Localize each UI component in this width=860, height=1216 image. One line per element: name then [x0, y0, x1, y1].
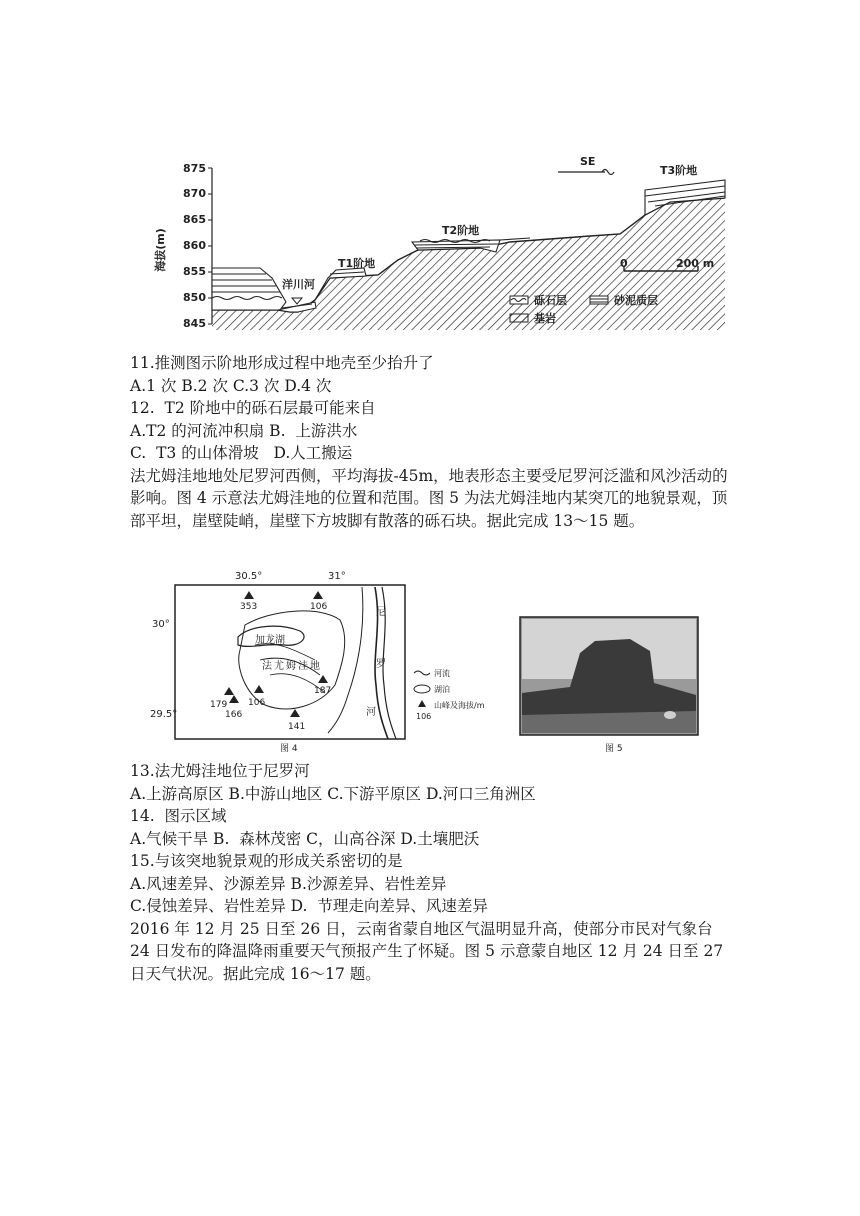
- question-line: 12. T2 阶地中的砾石层最可能来自: [130, 399, 376, 417]
- scale-zero: 0: [620, 257, 628, 270]
- lake-label: 加龙湖: [255, 635, 285, 646]
- nile-char: 尼: [376, 607, 386, 618]
- nile-char: 河: [366, 707, 376, 718]
- gravel-swatch: [510, 296, 528, 304]
- terrace-profile-figure: [150, 150, 730, 340]
- figure5-caption: 图 5: [605, 744, 623, 754]
- lat-label: 29.5°: [150, 709, 178, 720]
- question-line: A.1 次 B.2 次 C.3 次 D.4 次: [130, 376, 332, 395]
- question-line: A.风速差异、沙源差异 B.沙源差异、岩性差异: [130, 874, 447, 893]
- question-line: 13.法尤姆洼地位于尼罗河: [130, 762, 310, 780]
- peak-legend-icon: [418, 700, 426, 707]
- ytick: 860: [183, 239, 206, 252]
- question-line: A.气候干旱 B. 森林茂密 C，山高谷深 D.土壤肥沃: [130, 829, 480, 848]
- question-line: 11.推测图示阶地形成过程中地壳至少抬升了: [130, 354, 434, 372]
- scale-distance: 200 m: [676, 257, 715, 270]
- left-terrace-deposit: [212, 268, 286, 310]
- place-char: 洼: [298, 661, 308, 672]
- peak-value: 106: [310, 602, 328, 612]
- landform-photo: [520, 617, 698, 735]
- t2-label: T2阶地: [442, 224, 480, 237]
- place-char: 法: [262, 661, 272, 672]
- water-level-icon: [292, 298, 302, 304]
- legend-gravel: 砾石层: [534, 294, 567, 307]
- passage-faiyum: 法尤姆洼地地处尼罗河西侧，平均海拔-45m，地表形态主要受尼罗河泛滥和风沙活动的影响。图 4 示意法尤姆洼地的位置和范围。图 5 为法尤姆洼地内某突兀的地貌景观，顶部平坦，崖壁陡峭，崖壁下方坡脚有散落的砾石块。据此完成 13～15 题。: [130, 466, 728, 530]
- peak-value: 166: [225, 710, 243, 720]
- y-axis-title: 海拔(m): [154, 228, 167, 272]
- lon-label: 30.5°: [235, 571, 263, 582]
- legend-river: 河流: [434, 669, 450, 678]
- passage-mengzi: 2016 年 12 月 25 日至 26 日，云南省蒙自地区气温明显升高，使部分市民对气象台 24 日发布的降温降雨重要天气预报产生了怀疑。图 5 示意蒙自地区 12 月 24 日至 27 日天气状况。据此完成 16～17 题。: [130, 919, 724, 983]
- legend-peak-value: 106: [416, 712, 432, 721]
- place-char: 地: [310, 661, 320, 672]
- legend-sand-mud: 砂泥质层: [614, 294, 658, 307]
- question-line: A.T2 的河流冲积扇 B. 上游洪水: [130, 421, 358, 440]
- legend-peak: 山峰及海拔/m: [434, 701, 485, 710]
- question-line: C. T3 的山体滑坡 D.人工搬运: [130, 444, 353, 462]
- lon-label: 31°: [328, 571, 346, 582]
- question-line: 14. 图示区域: [130, 807, 227, 825]
- lat-label: 30°: [152, 619, 170, 630]
- t3-label: T3阶地: [660, 164, 698, 177]
- ytick: 845: [183, 317, 206, 330]
- peak-value: 353: [240, 602, 258, 612]
- peak-value: 106: [248, 698, 266, 708]
- question-line: 15.与该突地貌景观的形成关系密切的是: [130, 852, 403, 870]
- direction-label: SE: [580, 155, 596, 168]
- questions-13-15: [130, 760, 730, 985]
- ytick: 855: [183, 265, 206, 278]
- ytick: 850: [183, 291, 206, 304]
- bedrock-swatch: [510, 314, 528, 322]
- place-char: 尤: [274, 661, 284, 672]
- peak-value: 141: [288, 722, 306, 732]
- river-label: 洋川河: [282, 278, 315, 291]
- map-legend: [414, 668, 485, 721]
- question-line: C.侵蚀差异、岩性差异 D. 节理走向差异、风速差异: [130, 897, 488, 915]
- ytick: 875: [183, 162, 206, 175]
- faiyum-figures: [150, 565, 730, 760]
- t1-label: T1阶地: [338, 257, 376, 270]
- legend-bedrock: 基岩: [534, 312, 556, 325]
- ytick: 865: [183, 213, 206, 226]
- questions-11-12: [130, 352, 730, 532]
- question-line: A.上游高原区 B.中游山地区 C.下游平原区 D.河口三角洲区: [130, 784, 536, 803]
- ytick: 870: [183, 187, 206, 200]
- nile-char: 罗: [376, 659, 386, 670]
- lake-legend-icon: [414, 685, 430, 693]
- legend-lake: 湖泊: [434, 685, 450, 694]
- peak-value: 179: [210, 700, 228, 710]
- place-char: 姆: [286, 661, 296, 672]
- river-legend-icon: [414, 671, 430, 675]
- sand-mud-swatch: [590, 296, 608, 304]
- figure4-caption: 图 4: [280, 744, 298, 754]
- peak-value: 187: [314, 686, 332, 696]
